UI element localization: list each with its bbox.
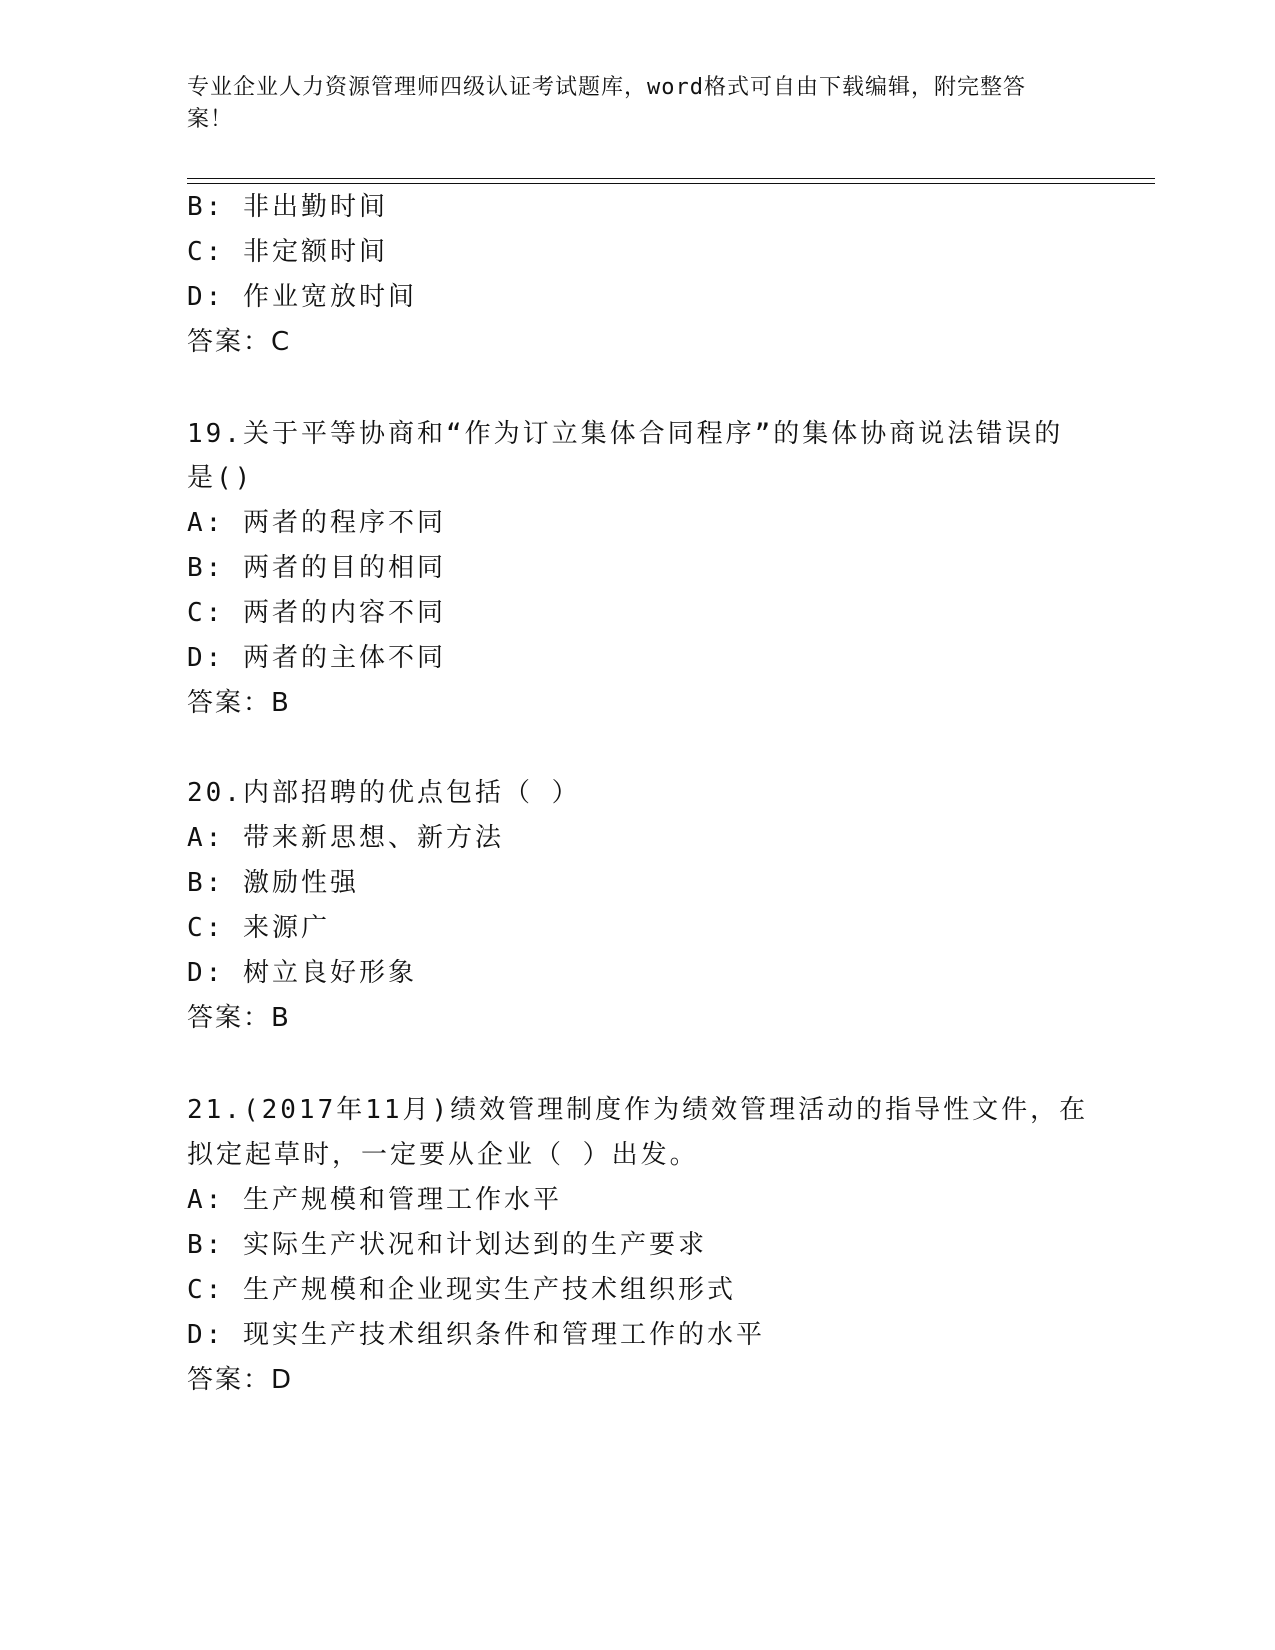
- answer-line: 答案：C: [187, 327, 292, 357]
- option-line: C: 来源广: [187, 913, 330, 943]
- question-stem: 21.(2017年11月)绩效管理制度作为绩效管理活动的指导性文件，在: [187, 1095, 1089, 1125]
- option-line: C: 生产规模和企业现实生产技术组织形式: [187, 1275, 736, 1305]
- document-header: 专业企业人力资源管理师四级认证考试题库，word格式可自由下载编辑，附完整答案！: [187, 75, 1026, 132]
- option-line: B: 激励性强: [187, 868, 359, 898]
- answer-line: 答案：B: [187, 688, 291, 718]
- option-line: D: 两者的主体不同: [187, 643, 446, 673]
- answer-line: 答案：D: [187, 1365, 294, 1395]
- option-line: A: 两者的程序不同: [187, 508, 446, 538]
- question-stem: 19.关于平等协商和“作为订立集体合同程序”的集体协商说法错误的: [187, 419, 1064, 449]
- question-stem: 20.内部招聘的优点包括（ ）: [187, 778, 581, 808]
- option-line: B: 非出勤时间: [187, 192, 388, 222]
- option-line: B: 两者的目的相同: [187, 553, 446, 583]
- header-divider-bottom: [187, 183, 1155, 184]
- answer-line: 答案：B: [187, 1003, 291, 1033]
- option-line: A: 生产规模和管理工作水平: [187, 1185, 562, 1215]
- header-divider-top: [187, 178, 1155, 179]
- option-line: D: 树立良好形象: [187, 958, 417, 988]
- option-line: B: 实际生产状况和计划达到的生产要求: [187, 1230, 707, 1260]
- question-stem: 拟定起草时，一定要从企业（ ）出发。: [187, 1140, 699, 1170]
- option-line: C: 两者的内容不同: [187, 598, 446, 628]
- option-line: D: 作业宽放时间: [187, 282, 417, 312]
- option-line: A: 带来新思想、新方法: [187, 823, 504, 853]
- question-stem: 是(): [187, 463, 254, 493]
- option-line: C: 非定额时间: [187, 237, 388, 267]
- option-line: D: 现实生产技术组织条件和管理工作的水平: [187, 1320, 765, 1350]
